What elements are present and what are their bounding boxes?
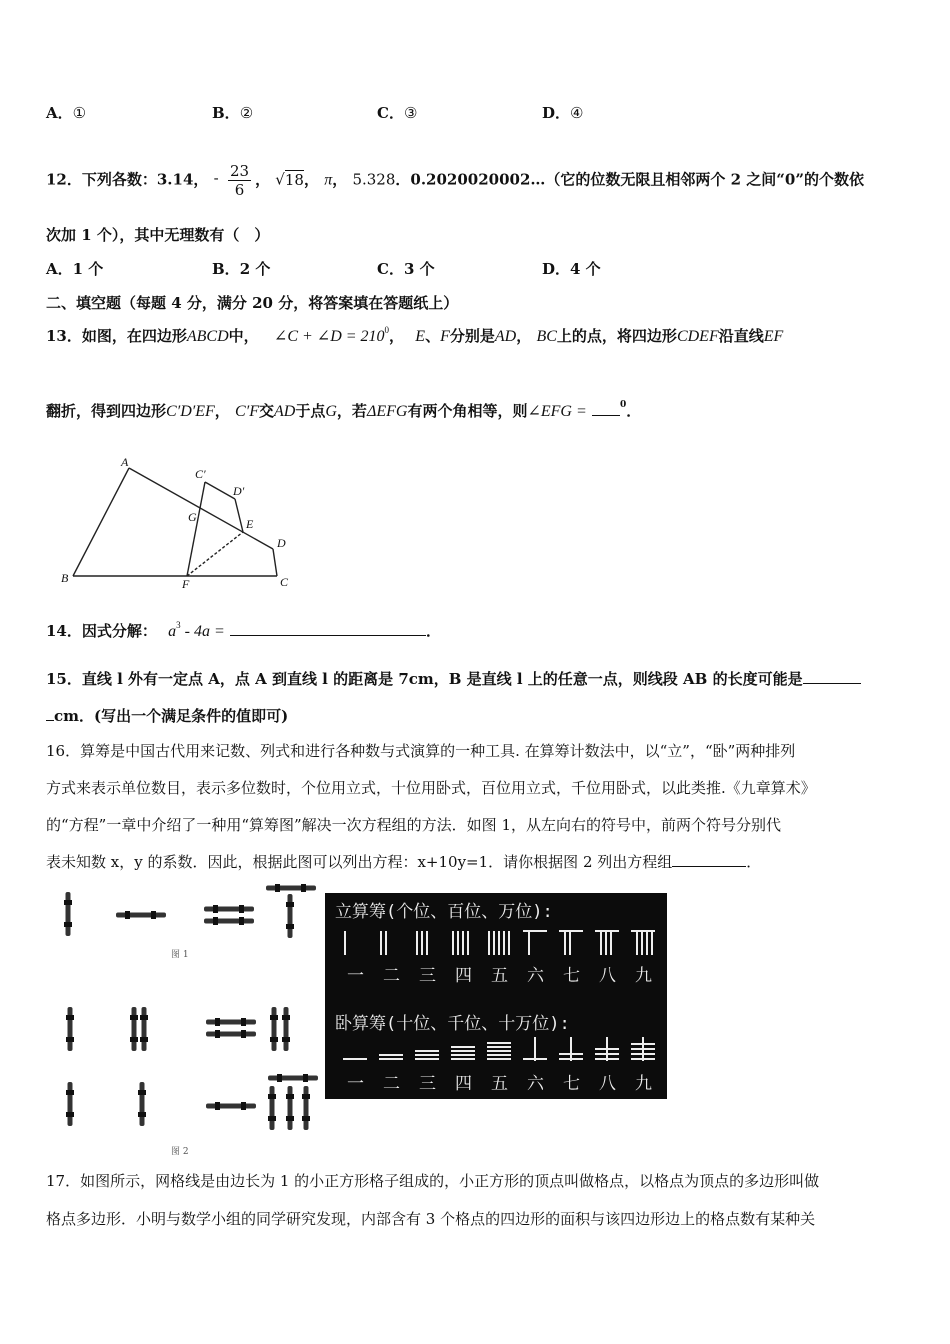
- digit-label: 一: [347, 966, 364, 986]
- q13-line1: 13．如图，在四边形ABCD中， ∠C + ∠D = $210^0$， E、F分别是AD， BC上的点，将四边形CDEF沿直线EF: [46, 325, 784, 345]
- label-a: A: [121, 455, 129, 469]
- digit-label: 六: [527, 1074, 544, 1094]
- segment-dc: [273, 549, 277, 576]
- q13-quadrilateral-figure: [55, 455, 305, 590]
- digit-label: 三: [419, 966, 436, 986]
- fig2-rod: [268, 1074, 318, 1082]
- vertical-rods-title: 立算筹(个位、百位、万位):: [335, 902, 553, 922]
- q16-line4: 表未知数 x，y 的系数．因此，根据此图可以列出方程：x+10y=1．请你根据图 2 列出方程组 ．: [46, 853, 762, 871]
- q16-line3: 的“方程”一章中介绍了一种用“算筹图”解决一次方程组的方法．如图 1，从左向右的符号中，前两个符号分别代: [46, 816, 781, 834]
- q11-option-d: D．④: [542, 104, 584, 122]
- label-f: F: [182, 577, 190, 590]
- segment-de-prime: [235, 499, 243, 532]
- q15-answer-blank: [803, 683, 861, 684]
- label-c: C: [280, 575, 289, 589]
- fig2-rod: [138, 1082, 146, 1126]
- segment-cd-prime: [205, 482, 235, 499]
- q14-question: 14．因式分解： $a^3 - 4a$ = ．: [46, 620, 441, 640]
- segment-cf-prime: [187, 482, 205, 576]
- fig2-rod: [206, 1018, 256, 1026]
- digit-label: 八: [599, 1074, 616, 1094]
- q11-option-b: B．②: [212, 104, 254, 122]
- fig1-rod: [266, 884, 316, 892]
- q12-option-b: B．2 个: [212, 260, 271, 278]
- label-c-prime: C′: [195, 467, 206, 481]
- fig1-rod: [204, 905, 254, 913]
- fig2-rod: [268, 1086, 276, 1130]
- digit-label: 一: [347, 1074, 364, 1094]
- segment-ab: [73, 468, 129, 576]
- fig2-rod: [66, 1082, 74, 1126]
- digit-label: 四: [455, 966, 472, 986]
- counting-rods-figures: [46, 882, 326, 1160]
- q17-line1: 17．如图所示，网格线是由边长为 1 的小正方形格子组成的，小正方形的顶点叫做格点，以格点为顶点的多边形叫做: [46, 1172, 820, 1190]
- q16-line2: 方式来表示单位数目，表示多位数时，个位用立式，十位用卧式，百位用立式，千位用卧式，以此类推.《九章算术》: [46, 779, 816, 797]
- digit-label: 五: [491, 1074, 508, 1094]
- digit-label: 九: [635, 1074, 652, 1094]
- digit-label: 七: [563, 966, 580, 986]
- q12-option-a: A．1 个: [46, 260, 104, 278]
- label-d-prime: D′: [233, 484, 245, 498]
- q12-sqrt: √18: [275, 170, 304, 189]
- digit-label: 五: [491, 966, 508, 986]
- label-b: B: [61, 571, 69, 585]
- q13-line2: 翻折，得到四边形C′D′EF， C′F交AD于点G，若ΔEFG有两个角相等，则∠EFG = $^0$．: [46, 400, 642, 420]
- digit-label: 九: [635, 966, 652, 986]
- digit-label: 八: [599, 966, 616, 986]
- q13-answer-blank: [592, 415, 620, 416]
- q12-question: 12．下列各数：3.14， - $\frac{23}{6}$ ， √18， π， 5.328．0.2020020002…（它的位数无限且相邻两个 2 之间“0”的个数依: [46, 162, 864, 199]
- q16-line1: 16．算筹是中国古代用来记数、列式和进行各种数与式演算的一种工具. 在算筹计数法中，以“立”，“卧”两种排列: [46, 742, 796, 760]
- digit-label: 三: [419, 1074, 436, 1094]
- fig1-caption: 图 1: [171, 950, 189, 960]
- q12-option-d: D．4 个: [542, 260, 601, 278]
- fig2-rod: [66, 1007, 74, 1051]
- q16-answer-blank: [672, 866, 746, 867]
- fig2-rod: [130, 1007, 138, 1051]
- horizontal-rods-title: 卧算筹(十位、千位、十万位):: [335, 1014, 570, 1034]
- q14-answer-blank: [230, 635, 426, 636]
- fig2-rod: [206, 1102, 256, 1110]
- q12-line2: 次加 1 个），其中无理数有（ ）: [46, 226, 270, 244]
- fig1-rod: [204, 917, 254, 925]
- q12-fraction: $\frac{23}{6}$: [229, 162, 250, 199]
- fig2-caption: 图 2: [171, 1147, 189, 1157]
- fig1-rod: [286, 894, 294, 938]
- label-g: G: [188, 510, 197, 524]
- fig1-rod: [64, 892, 72, 936]
- q17-line2: 格点多边形．小明与数学小组的同学研究发现，内部含有 3 个格点的四边形的面积与该四边形边上的格点数有某种关: [46, 1210, 816, 1228]
- fig2-rod: [270, 1007, 278, 1051]
- fig2-rod: [140, 1007, 148, 1051]
- counting-rod-reference-board: [325, 893, 667, 1099]
- q11-option-a: A．①: [46, 104, 87, 122]
- digit-label: 四: [455, 1074, 472, 1094]
- q12-option-c: C．3 个: [377, 260, 435, 278]
- label-e: E: [246, 517, 254, 531]
- fig2-rod: [286, 1086, 294, 1130]
- section-heading: 二、填空题（每题 4 分，满分 20 分，将答案填在答题纸上）: [46, 294, 459, 312]
- label-d: D: [277, 536, 286, 550]
- fig1-rod: [116, 911, 166, 919]
- digit-label: 二: [383, 1074, 400, 1094]
- fig2-rod: [282, 1007, 290, 1051]
- digit-label: 六: [527, 966, 544, 986]
- digit-label: 二: [383, 966, 400, 986]
- q15-line2: cm．(写出一个满足条件的值即可): [46, 705, 288, 726]
- q11-option-c: C．③: [377, 104, 418, 122]
- fig2-rod: [302, 1086, 310, 1130]
- segment-ef-dashed: [187, 532, 243, 576]
- q15-line1: 15．直线 l 外有一定点 A，点 A 到直线 l 的距离是 7cm，B 是直线 l 上的任意一点，则线段 AB 的长度可能是: [46, 668, 861, 689]
- digit-label: 七: [563, 1074, 580, 1094]
- fig2-rod: [206, 1030, 256, 1038]
